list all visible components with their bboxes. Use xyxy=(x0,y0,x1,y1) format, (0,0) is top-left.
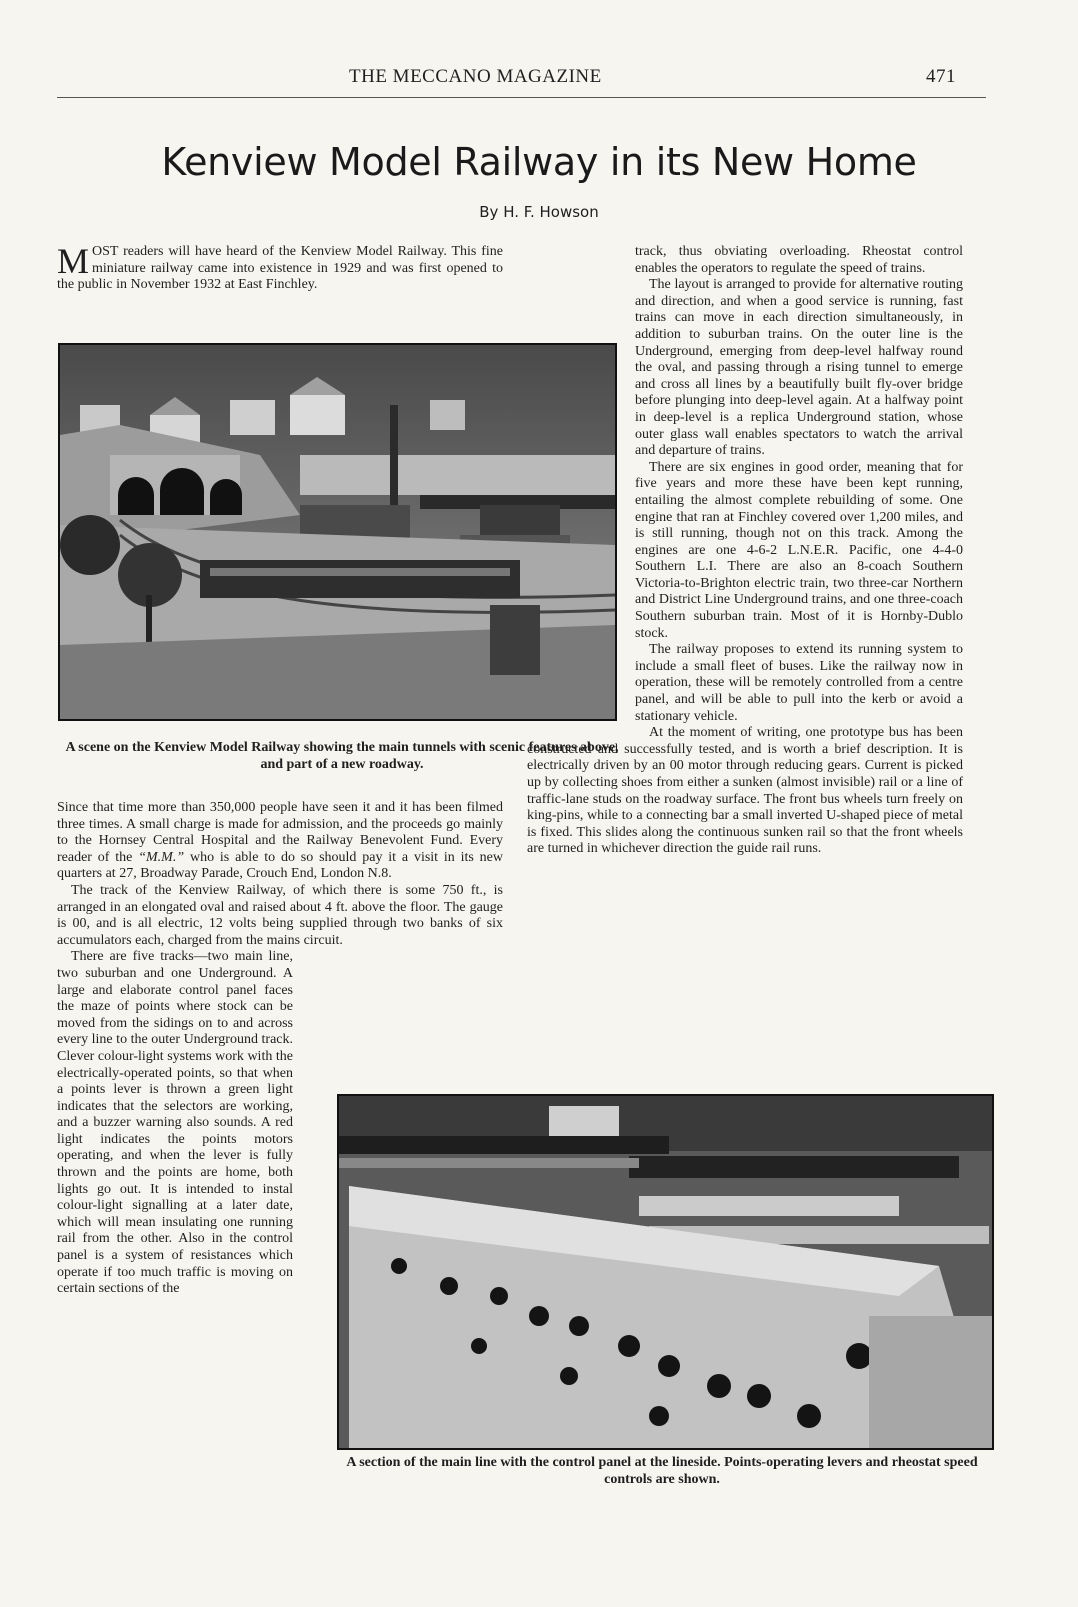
header-rule xyxy=(57,97,986,98)
paragraph-engines: There are six engines in good order, meaning that for five years and more these have been kept running, entailing the almost complete rebuilding of some. One engine that ran at Finchley covered over 1,200 miles, and is still running, though not on this track. Among the engines are one 4-6-2 L.N.E.R. Pacific, one 4-4-0 Southern L.I. There are also an 8-coach Southern Victoria-to-Brighton electric train, two three-car Northern and District Line Underground trains, and one three-coach Southern suburban train. Most of it is Hornby-Dublo stock. xyxy=(635,459,963,641)
intro-text: OST readers will have heard of the Kenview Model Railway. This fine miniature railway came into existence in 1929 and was first opened to the public in November 1932 at East Finchley. xyxy=(57,244,503,293)
byline: By H. F. Howson xyxy=(479,203,599,221)
caption-photo-2: A section of the main line with the control panel at the lineside. Points-operating levers and rheostat speed controls are shown. xyxy=(346,1455,978,1487)
intro-paragraph xyxy=(57,241,503,294)
photo-spacer xyxy=(527,244,635,731)
visitors-text: Since that time more than 350,000 people have seen it and it has been filmed three times. A small charge is made for admission, and the proceeds go mainly to the Hornsey Central Hospital and the Railway Benevolent Fund. Every reader of the xyxy=(57,800,503,865)
paragraph-track: track, thus obviating overloading. Rheostat control enables the operators to regulate the speed of trains. xyxy=(635,244,963,276)
paragraph-layout: The layout is arranged to provide for alternative routing and direction, and when a good service is running, fast trains can move in each direction simultaneously, in addition to suburban trains. On the outer line is the Underground, emerging from deep-level halfway round the oval, and passing through a rising tunnel to emerge and cross all lines by a beautifully built fly-over bridge before plunging into deep-level again. At a halfway point in deep-level is a replica Underground station, whose outer glass wall enables spectators to watch the arrival and departure of trains. xyxy=(635,277,963,459)
visitors-text-end: who is able to do so should pay it a visit in its new quarters at 27, Broadway Parade, Crouch End, London N.8. xyxy=(57,849,503,882)
paragraph-prototype-bus: At the moment of writing, one prototype bus has been constructed and successfully tested, and is worth a brief description. It is electrically driven by an 00 motor through reducing gears. Current is picked up by collecting shoes from either a sunken (almost invisible) rail or a line of traffic-lane studs on the roadway surface. The front bus wheels turn freely on king-pins, while to a connecting bar a small inverted U-shaped piece of metal is fixed. This slides along the continuous sunken rail so that the front wheels are turned in whichever direction the guide rail runs. xyxy=(527,725,963,857)
mm-emphasis: “M.M.” xyxy=(138,849,185,865)
paragraph-buses: The railway proposes to extend its running system to include a small fleet of buses. Like the railway now in operation, these will be remotely controlled from a centre panel, and will be able to pull into the kerb or avoid a stationary vehicle. xyxy=(635,642,963,724)
paragraph-control-panel: There are five tracks—two main line, two suburban and one Underground. A large and elaborate control panel faces the maze of points where stock can be moved from the sidings on to and across every line to the outer Underground track. Clever colour-light systems work with the electrically-operated points, so that when a points lever is thrown a green light indicates that the selectors are working, and a buzzer warning also sounds. A red light indicates the points motors operating, and when the lever is fully thrown and the points are home, both lights go out. It is intended to instal colour-light signalling at a later date, which will mean insulating one running rail from the other. Also in the control panel is a system of resistances which operate if too much traffic is moving on certain sections of the xyxy=(57,949,293,1297)
page-number: 471 xyxy=(926,66,956,87)
magazine-title: THE MECCANO MAGAZINE xyxy=(349,66,602,87)
paragraph-track-details: The track of the Kenview Railway, of which there is some 750 ft., is arranged in an elongated oval and raised about 4 ft. above the floor. The gauge is 00, and is all electric, 12 volts being supplied through two banks of six accumulators each, charged from the mains circuit. xyxy=(57,882,503,948)
paragraph-visitors xyxy=(57,800,503,883)
caption-photo-1: A scene on the Kenview Model Railway showing the main tunnels with scenic features above, and part of a new roadway. xyxy=(65,740,619,772)
photo-control-panel xyxy=(337,1094,994,1450)
drop-cap: M xyxy=(57,241,90,281)
article-title: Kenview Model Railway in its New Home xyxy=(161,140,917,184)
control-panel-illustration xyxy=(339,1096,992,1448)
